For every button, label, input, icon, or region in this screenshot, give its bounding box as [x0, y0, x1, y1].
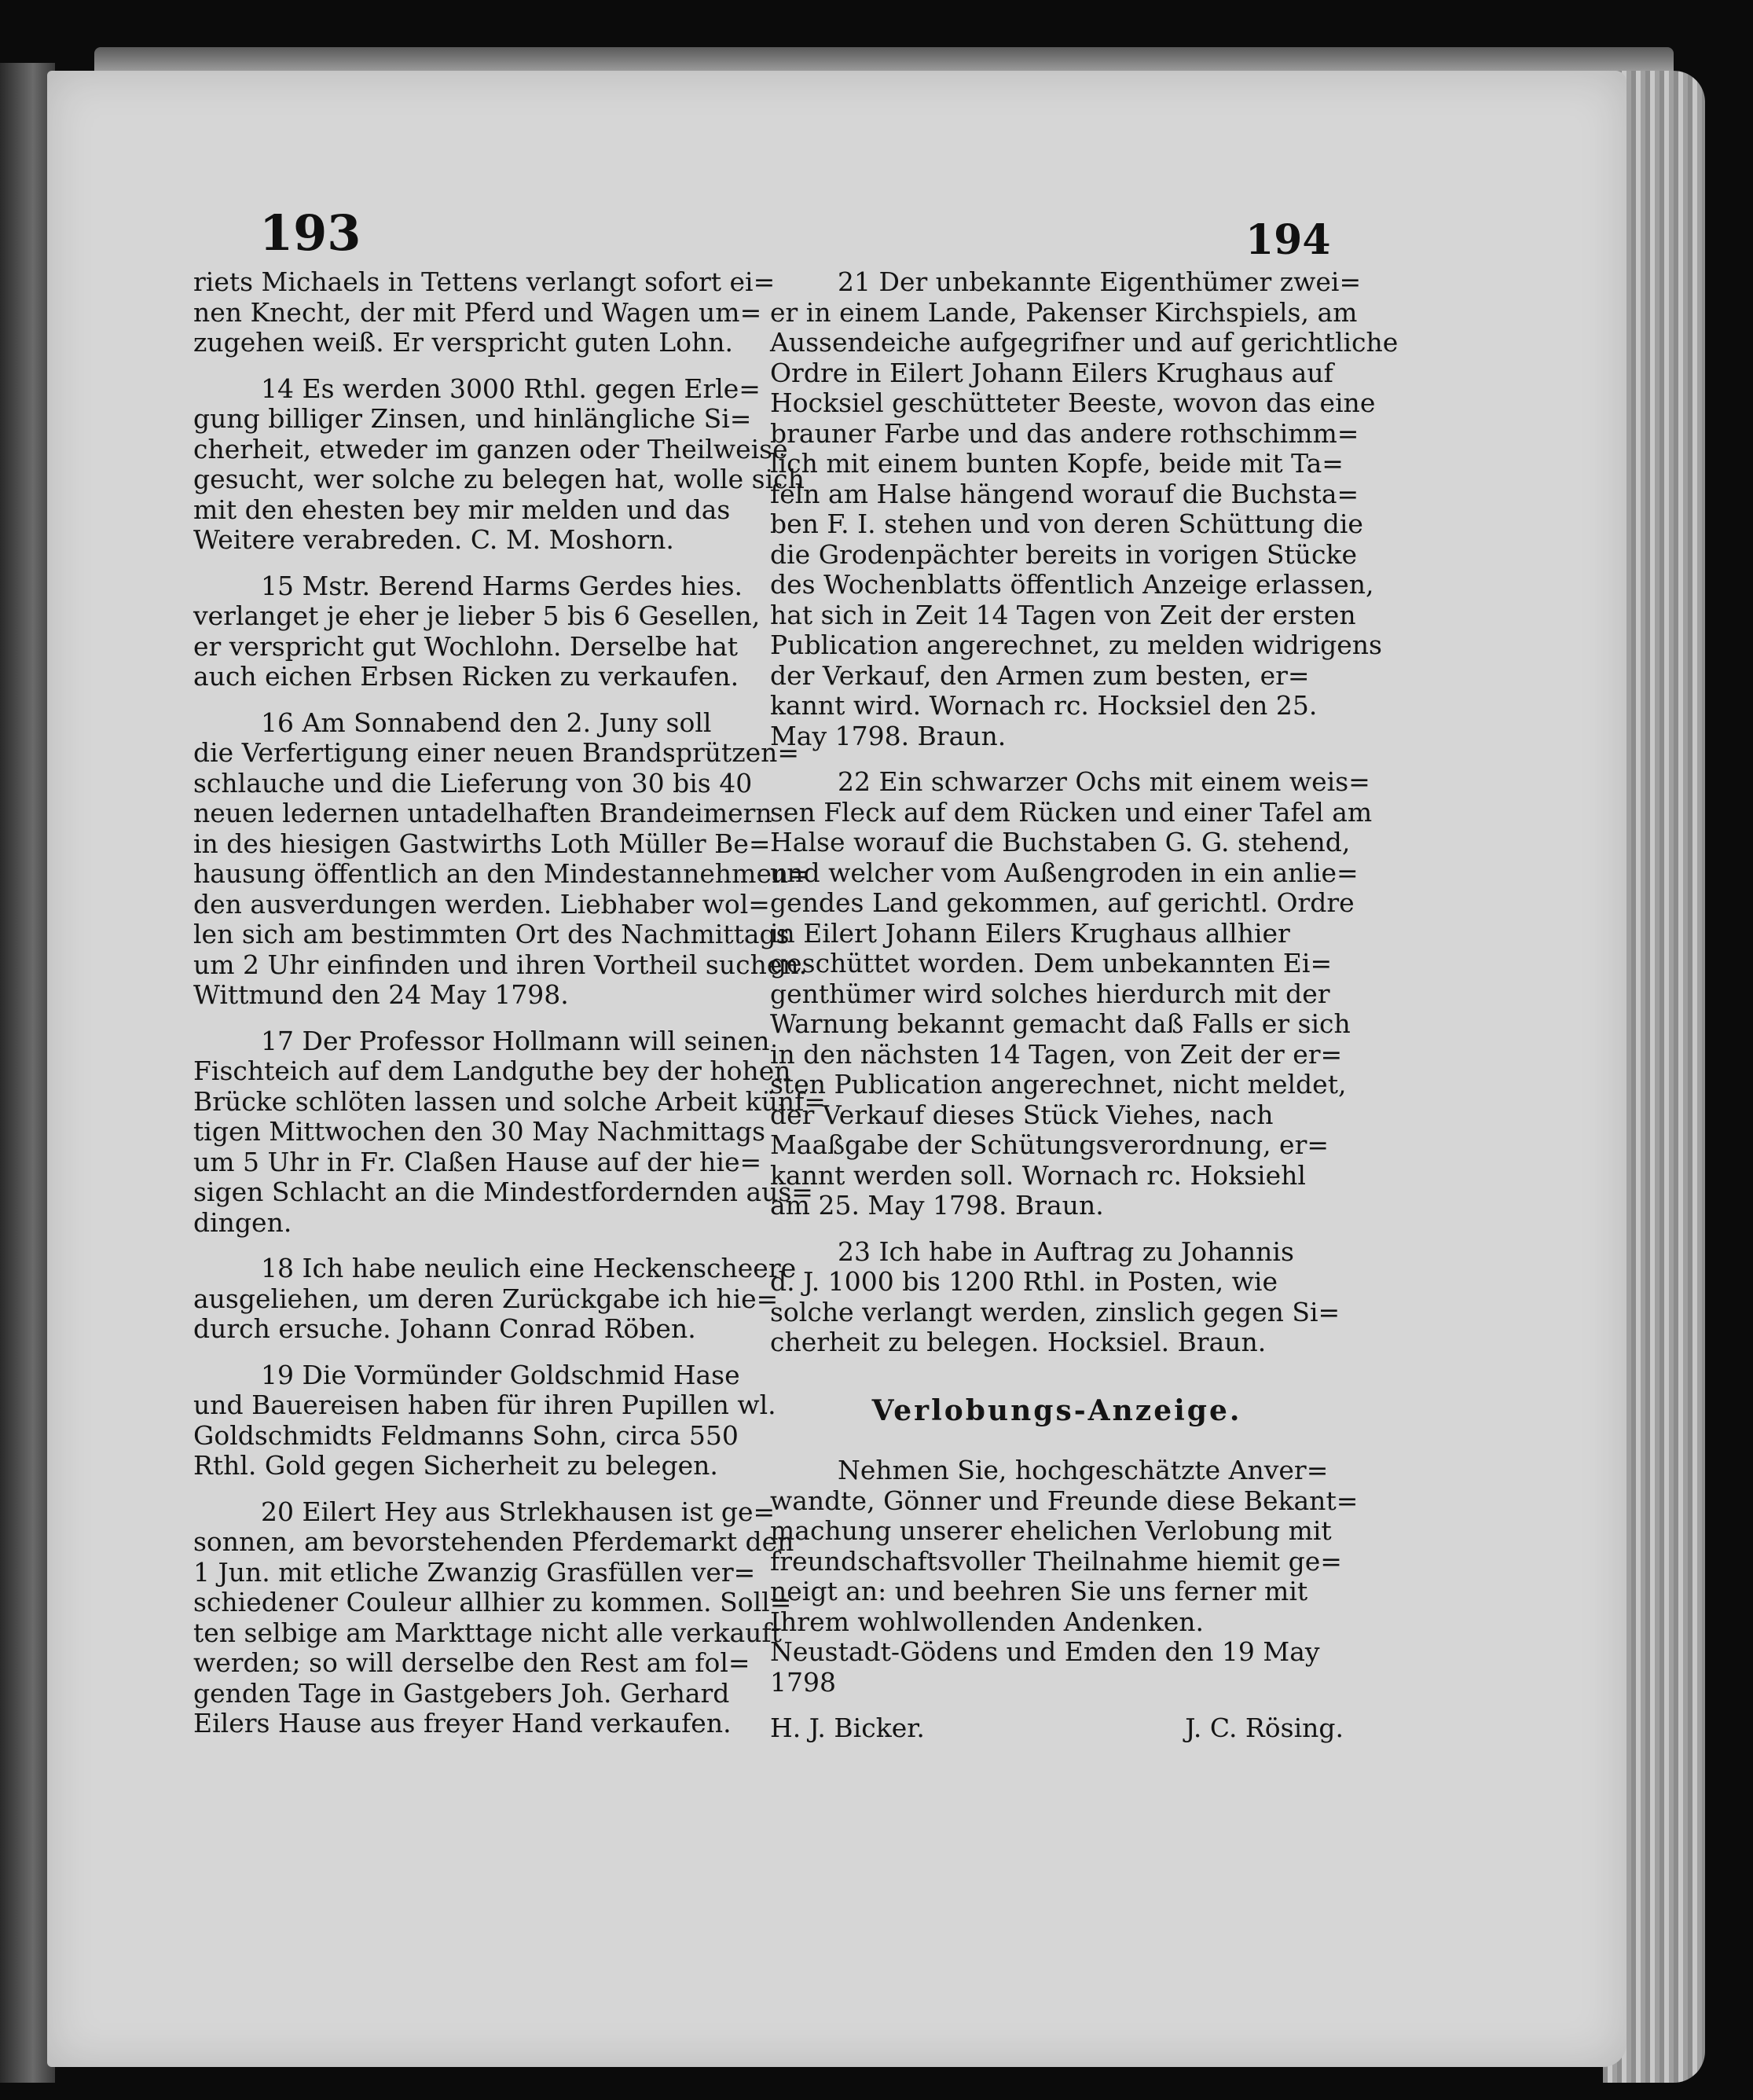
notice-line: Fischteich auf dem Landguthe bey der hohen — [193, 1056, 791, 1086]
notice-line: Ordre in Eilert Johann Eilers Krughaus auf — [770, 357, 1333, 388]
notice-line: Eilers Hause aus freyer Hand verkaufen. — [193, 1708, 732, 1738]
notice-line: kannt werden soll. Wornach rc. Hoksiehl — [770, 1159, 1306, 1191]
notice-line: hausung öffentlich an den Mindestannehmen= — [193, 858, 810, 889]
notice-line: cherheit zu belegen. Hocksiel. Braun. — [770, 1327, 1267, 1357]
notice-line: die Verfertigung einer neuen Brandsprützen= — [193, 737, 800, 768]
notice-line: er in einem Lande, Pakenser Kirchspiels, am — [770, 296, 1358, 328]
notice-line: solche verlangt werden, zinslich gegen Si= — [770, 1296, 1340, 1327]
signature-left: H. J. Bicker. — [770, 1713, 925, 1743]
notice-16 — [193, 707, 810, 1011]
notice-line: kannt wird. Wornach rc. Hocksiel den 25. — [770, 690, 1318, 721]
announcement-line: neigt an: und beehren Sie uns ferner mit — [770, 1576, 1308, 1606]
notice-line: brauner Farbe und das andere rothschimm= — [770, 417, 1359, 449]
notice-line: 23 Ich habe in Auftrag zu Johannis — [838, 1235, 1294, 1267]
announcement-line: freundschaftsvoller Theilnahme hiemit ge= — [770, 1545, 1342, 1577]
right-column — [770, 266, 1399, 1744]
notice-line: hat sich in Zeit 14 Tagen von Zeit der ersten — [770, 599, 1356, 630]
notice-line: neuen ledernen untadelhaften Brandeimern — [193, 798, 772, 828]
right-column-notices — [770, 266, 1399, 1358]
announcement-heading: Verlobungs-Anzeige. — [871, 1393, 1242, 1427]
notice-20 — [193, 1496, 794, 1739]
signature-right: J. C. Rösing. — [1185, 1713, 1344, 1743]
left-column — [193, 266, 826, 1755]
notice-line: ausgeliehen, um deren Zurückgabe ich hie= — [193, 1283, 779, 1314]
notice-19 — [193, 1360, 790, 1481]
notice-line: 17 Der Professor Hollmann will seinen — [261, 1025, 770, 1056]
notice-line: 20 Eilert Hey aus Strlekhausen ist ge= — [261, 1496, 776, 1527]
notice-cont — [193, 267, 790, 358]
announcement-line: wandte, Gönner und Freunde diese Bekant= — [770, 1485, 1359, 1516]
notice-line: um 5 Uhr in Fr. Claßen Hause auf der hie= — [193, 1146, 762, 1177]
notice-line: Brücke schlöten lassen und solche Arbeit künf= — [193, 1085, 826, 1117]
notice-line: werden; so will derselbe den Rest am fol= — [193, 1647, 750, 1678]
notice-line: len sich am bestimmten Ort des Nachmittags — [193, 919, 790, 949]
notice-line: 1 Jun. mit etliche Zwanzig Grasfüllen ver= — [193, 1556, 756, 1588]
notice-line: feln am Halse hängend worauf die Buchsta= — [770, 478, 1359, 509]
notice-line: sigen Schlacht an die Mindestfordernden aus= — [193, 1177, 813, 1207]
notice-line: nen Knecht, der mit Pferd und Wagen um= — [193, 296, 762, 328]
notice-line: in des hiesigen Gastwirths Loth Müller Be= — [193, 828, 771, 859]
notice-21 — [770, 266, 1399, 751]
notice-line: lich mit einem bunten Kopfe, beide mit Ta= — [770, 448, 1344, 479]
book-page — [47, 71, 1626, 2067]
announcement-body — [770, 1455, 1359, 1698]
notice-line: gesucht, wer solche zu belegen hat, wolle sich — [193, 464, 805, 494]
notice-line: Rthl. Gold gegen Sicherheit zu belegen. — [193, 1450, 718, 1481]
notice-line: Goldschmidts Feldmanns Sohn, circa 550 — [193, 1419, 739, 1451]
notice-line: 14 Es werden 3000 Rthl. gegen Erle= — [261, 373, 761, 404]
notice-15 — [193, 571, 790, 692]
announcement-signatures — [770, 1713, 1344, 1744]
notice-line: 21 Der unbekannte Eigenthümer zwei= — [838, 266, 1362, 297]
notice-line: die Grodenpächter bereits in vorigen Stücke — [770, 538, 1358, 570]
notice-line: dingen. — [193, 1206, 292, 1238]
notice-line: und welcher vom Außengroden in ein anlie= — [770, 857, 1359, 888]
notice-line: mit den ehesten bey mir melden und das — [193, 494, 731, 525]
notice-line: Warnung bekannt gemacht daß Falls er sich — [770, 1008, 1351, 1039]
notice-23 — [770, 1237, 1344, 1358]
notice-17 — [193, 1025, 826, 1239]
notice-line: 22 Ein schwarzer Ochs mit einem weis= — [838, 766, 1370, 797]
book — [0, 47, 1753, 2100]
notice-line: gendes Land gekommen, auf gerichtl. Ordre — [770, 887, 1355, 918]
notice-line: auch eichen Erbsen Ricken zu verkaufen. — [193, 661, 739, 692]
notice-14 — [193, 373, 805, 556]
announcement-line: Nehmen Sie, hochgeschätzte Anver= — [838, 1455, 1329, 1485]
notice-line: schiedener Couleur allhier zu kommen. Soll= — [193, 1587, 792, 1617]
page-number-left: 193 — [259, 204, 361, 262]
notice-line: schlauche und die Lieferung von 30 bis 40 — [193, 767, 753, 799]
page-number-right: 194 — [1245, 216, 1331, 264]
notice-line: 15 Mstr. Berend Harms Gerdes hies. — [261, 570, 743, 601]
notice-line: tigen Mittwochen den 30 May Nachmittags — [193, 1116, 766, 1147]
notice-line: verlanget je eher je lieber 5 bis 6 Gesellen, — [193, 600, 761, 631]
notice-line: der Verkauf, den Armen zum besten, er= — [770, 659, 1310, 691]
notice-line: der Verkauf dieses Stück Viehes, nach — [770, 1099, 1274, 1130]
announcement-line: machung unserer ehelichen Verlobung mit — [770, 1515, 1332, 1546]
notice-line: in Eilert Johann Eilers Krughaus allhier — [770, 917, 1290, 949]
notice-line: den ausverdungen werden. Liebhaber wol= — [193, 888, 770, 920]
notice-22 — [770, 766, 1373, 1221]
notice-line: Publication angerechnet, zu melden widrigens — [770, 630, 1382, 660]
notice-line: in den nächsten 14 Tagen, von Zeit der er= — [770, 1038, 1343, 1070]
notice-line: gung billiger Zinsen, und hinlängliche Si= — [193, 403, 752, 434]
notice-line: d. J. 1000 bis 1200 Rthl. in Posten, wie — [770, 1266, 1278, 1297]
notice-line: May 1798. Braun. — [770, 720, 1007, 751]
notice-line: Aussendeiche aufgegrifner und auf gerichtliche — [770, 327, 1399, 358]
notice-line: 19 Die Vormünder Goldschmid Hase — [261, 1359, 740, 1390]
notice-line: riets Michaels in Tettens verlangt sofort ei= — [193, 266, 776, 297]
notice-line: Weitere verabreden. C. M. Moshorn. — [193, 524, 674, 555]
notice-line: zugehen weiß. Er verspricht guten Lohn. — [193, 327, 734, 358]
notice-line: Wittmund den 24 May 1798. — [193, 979, 569, 1010]
notice-line: sonnen, am bevorstehenden Pferdemarkt den — [193, 1526, 794, 1557]
announcement-line: Ihrem wohlwollenden Andenken. — [770, 1606, 1204, 1637]
notice-line: ben F. I. stehen und von deren Schüttung die — [770, 508, 1363, 539]
notice-line: Halse worauf die Buchstaben G. G. stehend, — [770, 827, 1351, 857]
notice-line: durch ersuche. Johann Conrad Röben. — [193, 1313, 696, 1344]
notice-18 — [193, 1253, 797, 1345]
notice-line: cherheit, etweder im ganzen oder Theilweise — [193, 433, 788, 464]
notice-line: am 25. May 1798. Braun. — [770, 1190, 1104, 1221]
announcement-line: 1798 — [770, 1666, 836, 1698]
notice-line: ten selbige am Markttage nicht alle verkauft — [193, 1617, 782, 1648]
notice-line: er verspricht gut Wochlohn. Derselbe hat — [193, 630, 739, 662]
notice-line: geschüttet worden. Dem unbekannten Ei= — [770, 948, 1333, 978]
notice-line: Hocksiel geschütteter Beeste, wovon das eine — [770, 387, 1376, 418]
notice-line: genthümer wird solches hierdurch mit der — [770, 978, 1330, 1009]
notice-line: genden Tage in Gastgebers Joh. Gerhard — [193, 1677, 730, 1709]
notice-line: Maaßgabe der Schütungsverordnung, er= — [770, 1129, 1329, 1160]
notice-line: 18 Ich habe neulich eine Heckenscheere — [261, 1253, 797, 1283]
notice-line: des Wochenblatts öffentlich Anzeige erlassen, — [770, 569, 1374, 600]
announcement-line: Neustadt-Gödens und Emden den 19 May — [770, 1636, 1320, 1667]
notice-line: 16 Am Sonnabend den 2. Juny soll — [261, 707, 712, 738]
notice-line: und Bauereisen haben für ihren Pupillen wl. — [193, 1390, 776, 1420]
notice-line: sen Fleck auf dem Rücken und einer Tafel am — [770, 796, 1373, 828]
notice-line: sten Publication angerechnet, nicht meldet, — [770, 1069, 1347, 1100]
notice-line: um 2 Uhr einfinden und ihren Vortheil suchen. — [193, 949, 808, 980]
